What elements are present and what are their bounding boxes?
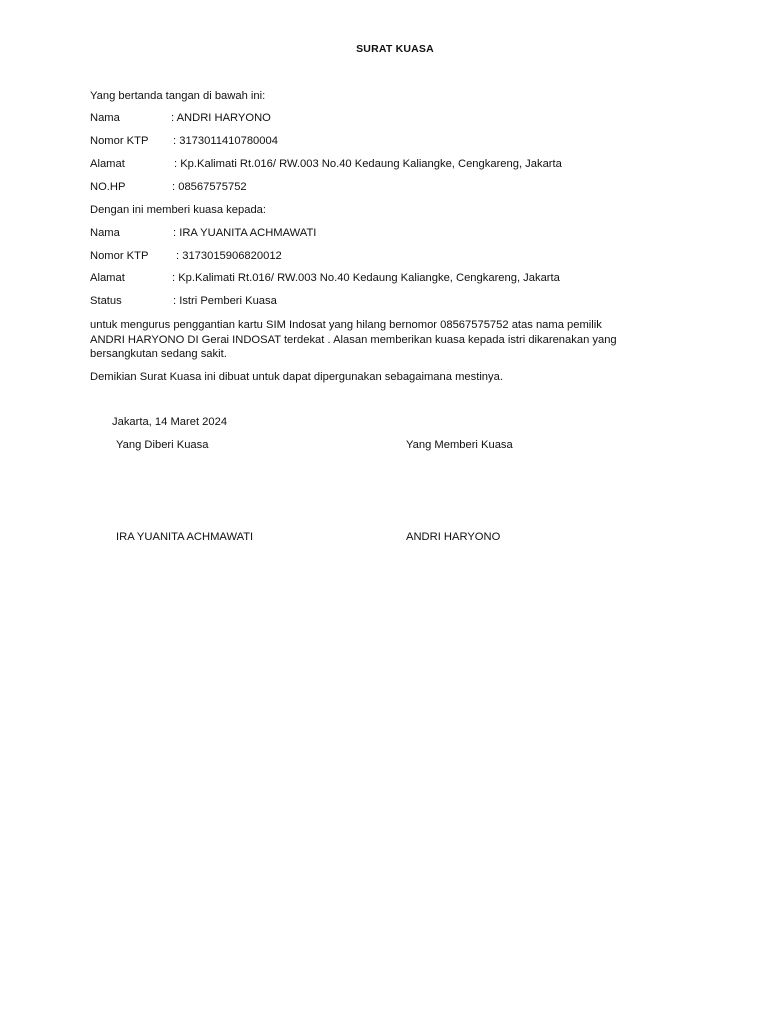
body-paragraph [90,318,690,362]
field-label: Status [90,295,122,307]
field-label: Nomor KTP [90,135,149,147]
field-value: : ANDRI HARYONO [171,112,271,124]
body-line: untuk mengurus penggantian kartu SIM Indosat yang hilang bernomor 08567575752 atas nama pemilik [90,319,602,331]
document-title: SURAT KUASA [356,43,434,55]
field-label: Alamat [90,158,125,170]
field-label: Nama [90,227,120,239]
field-label: Nomor KTP [90,250,149,262]
field-label: Nama [90,112,120,124]
field-value: : 3173015906820012 [176,250,282,262]
body-line: bersangkutan sedang sakit. [90,348,227,360]
field-value: : Kp.Kalimati Rt.016/ RW.003 No.40 Kedaung Kaliangke, Cengkareng, Jakarta [172,272,560,284]
signature-right-name: ANDRI HARYONO [406,531,501,543]
field-value: : 3173011410780004 [173,135,278,147]
field-value: : Kp.Kalimati Rt.016/ RW.003 No.40 Kedaung Kaliangke, Cengkareng, Jakarta [174,158,562,170]
signature-right-role: Yang Memberi Kuasa [406,439,513,451]
signature-left-name: IRA YUANITA ACHMAWATI [116,531,254,543]
kuasa-intro-text: Dengan ini memberi kuasa kepada: [90,204,266,216]
field-value: : 08567575752 [172,181,247,193]
field-label: NO.HP [90,181,126,193]
field-value: : IRA YUANITA ACHMAWATI [173,227,317,239]
closing-text: Demikian Surat Kuasa ini dibuat untuk dapat dipergunakan sebagaimana mestinya. [90,371,503,383]
intro-text: Yang bertanda tangan di bawah ini: [90,90,266,102]
field-value: : Istri Pemberi Kuasa [173,295,277,307]
body-line: ANDRI HARYONO DI Gerai INDOSAT terdekat . Alasan memberikan kuasa kepada istri dikarenakan yang [90,333,617,346]
signature-left-role: Yang Diberi Kuasa [116,439,209,451]
place-date: Jakarta, 14 Maret 2024 [112,416,228,428]
field-label: Alamat [90,272,125,284]
